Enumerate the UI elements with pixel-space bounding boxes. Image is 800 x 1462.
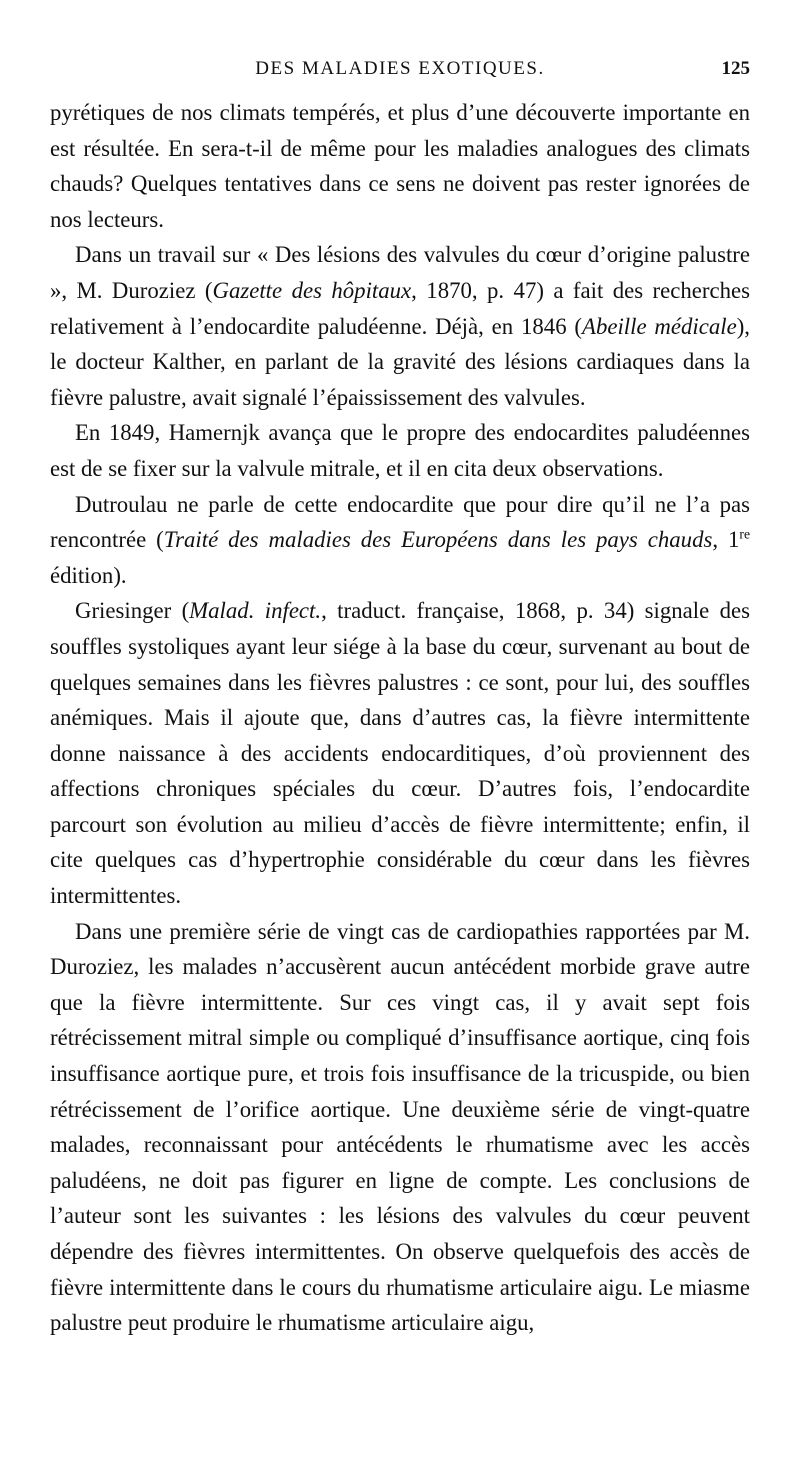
citation-title: Traité des maladies des Européens dans les pays chauds (163, 527, 713, 553)
running-head (50, 58, 750, 88)
paragraph-continuation (50, 95, 750, 237)
paragraph-text: , 1870, p. 47) a fait des recherches relativement à l’endocardite paludéenne. Déjà, en 1846 ( (50, 277, 751, 339)
paragraph-dutroulau (50, 487, 750, 594)
paragraph-text: pyrétiques de nos climats tempérés, et plus d’une découverte importante en est résultée. En sera-t-il de même pour les maladies analogues des climats chauds? Quelques tentatives dans ce sens ne doivent pas rester ignorées de nos lecteurs. (50, 100, 750, 232)
paragraph-duroziez-study (50, 237, 750, 415)
paragraph-text: Griesinger ( (75, 598, 190, 624)
running-title: DES MALADIES EXOTIQUES. (255, 58, 545, 79)
paragraph-case-series (50, 914, 750, 1341)
body-text (50, 95, 750, 1341)
paragraph-griesinger (50, 593, 750, 913)
edition-superscript: re (739, 526, 751, 542)
page-number: 125 (721, 58, 750, 79)
paragraph-text: édition). (50, 562, 127, 588)
paragraph-hamernjk (50, 415, 750, 486)
paragraph-text: , 1 (712, 527, 740, 553)
paragraph-text: Dans un travail sur « Des lésions des valvules du cœur d’origine palustre », M. Duroziez ( (50, 242, 750, 303)
paragraph-text: Dutroulau ne parle de cette endocardite que pour dire qu’il ne l’a pas rencontrée ( (50, 491, 750, 553)
paragraph-text: Dans une première série de vingt cas de cardiopathies rapportées par M. Duroziez, les malades n’accusèrent aucun antécédent morbide grave autre que la fièvre intermittente. Sur ces vingt cas, il y avait sept fois rétrécissement mitral simple ou compliqué d’insuffisance aortique, cinq fois insuffisance aortique pure, et trois fois insuffisance de la tricuspide, ou bien rétrécissement de l’orifice aortique. Une deuxième série de vingt-quatre malades, reconnaissant pour antécédents le rhumatisme avec les accès paludéens, ne doit pas figurer en ligne de compte. Les conclusions de l’auteur sont les suivantes : les lésions des valvules du cœur peuvent dépendre des fièvres intermittentes. On observe quelquefois des accès de fièvre intermittente dans le cours du rhumatisme articulaire aigu. Le miasme palustre peut produire le rhumatisme articulaire aigu, (50, 918, 750, 1336)
paragraph-text: , traduct. française, 1868, p. 34) signale des souffles systoliques ayant leur siége à la base du cœur, survenant au bout de quelques semaines dans les fièvres palustres : ce sont, pour lui, des souffles anémiques. Mais il ajoute que, dans d’autres cas, la fièvre intermittente donne naissance à des accidents endocarditiques, d’où proviennent des affections chroniques spéciales du cœur. D’autres fois, l’endocardite parcourt son évolution au milieu d’accès de fièvre intermittente; enfin, il cite quelques cas d’hypertrophie considérable du cœur dans les fièvres intermittentes. (50, 598, 750, 909)
citation-title: Malad. infect. (189, 598, 322, 624)
paragraph-text: ), le docteur Kalther, en parlant de la gravité des lésions cardiaques dans la fièvre palustre, avait signalé l’épaississement des valvules. (50, 313, 750, 410)
citation-title: Abeille médicale (582, 313, 737, 339)
paragraph-text: En 1849, Hamernjk avança que le propre des endocardites paludéennes est de se fixer sur la valvule mitrale, et il en cita deux observations. (50, 420, 750, 481)
citation-title: Gazette des hôpitaux (212, 277, 412, 303)
